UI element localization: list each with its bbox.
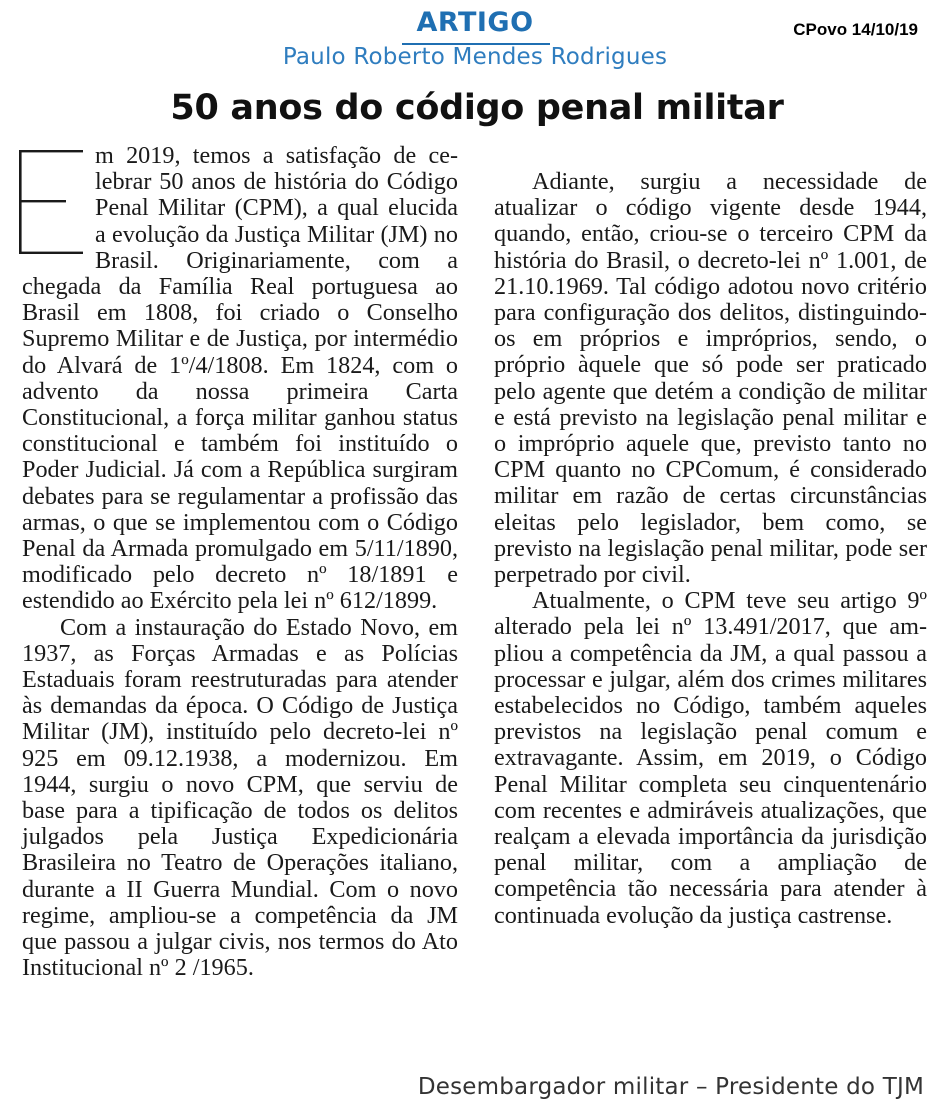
author-name: Paulo Roberto Mendes Rodrigues: [282, 44, 668, 70]
article-column-right: [494, 169, 927, 929]
paragraph-4: Atualmente, o CPM teve seu artigo 9º alterado pela lei nº 13.491/2017, que ampliou a competência da JM, a qual passou a processar e julgar, além dos crimes militares estabelecidos no Código, também aqueles previstos na legislação penal comum e extravagante. Assim, em 2019, o Código Penal Militar completa seu cinquentenário com recentes e admiráveis atualizações, que realçam a elevada importância da jurisdição penal militar, com a ampliação de competência tão necessária para atender à continuada evolução da justiça castrense.: [494, 587, 927, 929]
drop-cap: [19, 150, 83, 254]
author-signature: Desembargador militar – Presidente do TJM: [417, 1074, 924, 1100]
paragraph-3: Adiante, surgiu a necessidade de atualizar o código vigente desde 1944, quando, então, criou-se o terceiro CPM da história do Brasil, o decreto-lei nº 1.001, de 21.10.1969. Tal código adotou novo critério para configuração dos delitos, distinguindo-os em próprios e impróprios, sendo, o próprio àquele que só pode ser praticado pelo agente que detém a condição de militar e está previsto na legislação penal militar e o impróprio aquele que, previsto tanto no CPM quanto no CPComum, é considerado militar em razão de certas circunstâncias eleitas pelo legislador, bem como, se previsto na legislação penal militar, pode ser perpetrado por civil.: [494, 168, 927, 589]
source-date: CPovo 14/10/19: [793, 20, 918, 39]
article-title: 50 anos do código penal militar: [170, 88, 784, 128]
drop-cap-letter: [19, 150, 83, 254]
paragraph-2: Com a instauração do Estado Novo, em 1937, as Forças Armadas e as Polícias Estaduais foram reestruturadas para atender às demandas da época. O Código de Justiça Militar (JM), instituído pelo decreto-lei nº 925 em 09.12.1938, a modernizou. Em 1944, surgiu o novo CPM, que serviu de base para a tipificação de todos os delitos julgados pela Justiça Expedicionária Brasileira no Teatro de Operações italiano, durante a II Guerra Mundial. Com o novo regime, ampliou-se a competência da JM que passou a julgar civis, nos termos do Ato Institucional nº 2 /1965.: [22, 613, 458, 982]
section-label: ARTIGO: [416, 7, 534, 38]
article-column-left: [22, 143, 458, 982]
paragraph-1: m 2019, temos a satisfação de celebrar 50 anos de história do Código Penal Militar (CPM), a qual elucida a evolução da Justiça Militar (JM) no Brasil. Originariamente, com a chegada da Família Real portuguesa ao Brasil em 1808, foi criado o Conselho Supremo Militar e de Justiça, por intermédio do Alvará de 1º/4/1808. Em 1824, com o advento da nossa primeira Carta Constitucional, a força militar ganhou status constitucional e também foi instituído o Poder Judicial. Já com a República surgiram debates para se regulamentar a profissão das armas, o que se implementou com o Código Penal da Armada promulgado em 5/11/1890, modificado pelo decreto nº 18/1891 e estendido ao Exército pela lei nº 612/1899.: [22, 142, 458, 615]
